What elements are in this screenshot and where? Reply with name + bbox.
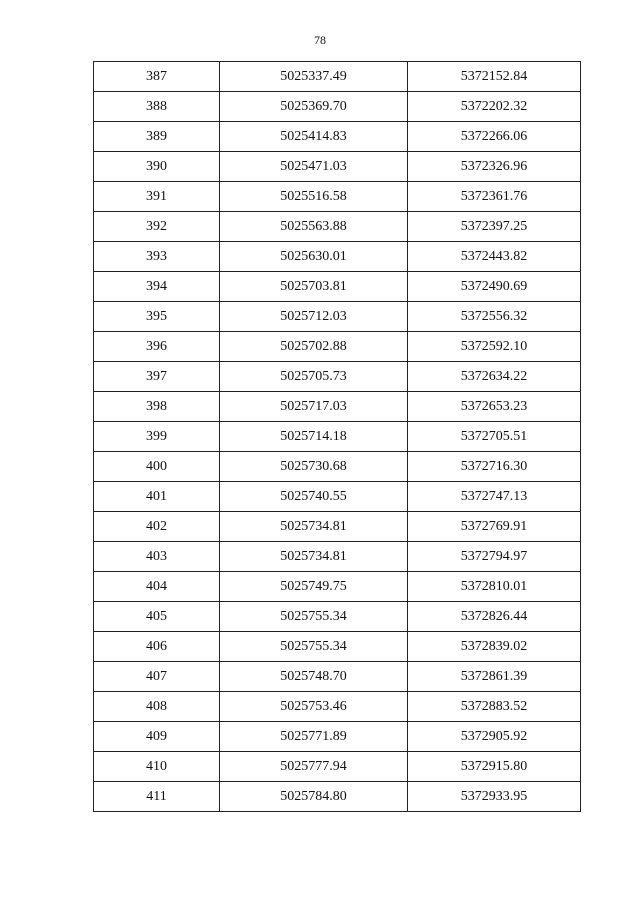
x-coordinate-cell: 5025734.81 <box>220 512 408 542</box>
x-coordinate-cell: 5025414.83 <box>220 122 408 152</box>
y-coordinate-cell: 5372592.10 <box>408 332 581 362</box>
y-coordinate-cell: 5372769.91 <box>408 512 581 542</box>
x-coordinate-cell: 5025784.80 <box>220 782 408 812</box>
x-coordinate-cell: 5025749.75 <box>220 572 408 602</box>
point-number-cell: 406 <box>94 632 220 662</box>
point-number-cell: 389 <box>94 122 220 152</box>
x-coordinate-cell: 5025714.18 <box>220 422 408 452</box>
y-coordinate-cell: 5372933.95 <box>408 782 581 812</box>
point-number-cell: 409 <box>94 722 220 752</box>
y-coordinate-cell: 5372266.06 <box>408 122 581 152</box>
table-row <box>94 92 581 122</box>
y-coordinate-cell: 5372810.01 <box>408 572 581 602</box>
y-coordinate-cell: 5372716.30 <box>408 452 581 482</box>
y-coordinate-cell: 5372202.32 <box>408 92 581 122</box>
x-coordinate-cell: 5025717.03 <box>220 392 408 422</box>
x-coordinate-cell: 5025740.55 <box>220 482 408 512</box>
x-coordinate-cell: 5025702.88 <box>220 332 408 362</box>
table-row <box>94 422 581 452</box>
point-number-cell: 396 <box>94 332 220 362</box>
y-coordinate-cell: 5372883.52 <box>408 692 581 722</box>
point-number-cell: 399 <box>94 422 220 452</box>
table-row <box>94 302 581 332</box>
point-number-cell: 403 <box>94 542 220 572</box>
point-number-cell: 393 <box>94 242 220 272</box>
x-coordinate-cell: 5025753.46 <box>220 692 408 722</box>
y-coordinate-cell: 5372326.96 <box>408 152 581 182</box>
x-coordinate-cell: 5025630.01 <box>220 242 408 272</box>
table-row <box>94 392 581 422</box>
y-coordinate-cell: 5372794.97 <box>408 542 581 572</box>
y-coordinate-cell: 5372905.92 <box>408 722 581 752</box>
x-coordinate-cell: 5025337.49 <box>220 62 408 92</box>
point-number-cell: 405 <box>94 602 220 632</box>
point-number-cell: 391 <box>94 182 220 212</box>
table-row <box>94 752 581 782</box>
table-row <box>94 572 581 602</box>
x-coordinate-cell: 5025748.70 <box>220 662 408 692</box>
table-row <box>94 122 581 152</box>
table-row <box>94 152 581 182</box>
x-coordinate-cell: 5025771.89 <box>220 722 408 752</box>
y-coordinate-cell: 5372826.44 <box>408 602 581 632</box>
point-number-cell: 404 <box>94 572 220 602</box>
table-row <box>94 482 581 512</box>
point-number-cell: 387 <box>94 62 220 92</box>
x-coordinate-cell: 5025516.58 <box>220 182 408 212</box>
table-row <box>94 452 581 482</box>
table-row <box>94 782 581 812</box>
x-coordinate-cell: 5025730.68 <box>220 452 408 482</box>
point-number-cell: 390 <box>94 152 220 182</box>
point-number-cell: 407 <box>94 662 220 692</box>
x-coordinate-cell: 5025712.03 <box>220 302 408 332</box>
table-row <box>94 62 581 92</box>
point-number-cell: 402 <box>94 512 220 542</box>
y-coordinate-cell: 5372839.02 <box>408 632 581 662</box>
x-coordinate-cell: 5025563.88 <box>220 212 408 242</box>
table-row <box>94 332 581 362</box>
x-coordinate-cell: 5025755.34 <box>220 602 408 632</box>
y-coordinate-cell: 5372705.51 <box>408 422 581 452</box>
table-row <box>94 272 581 302</box>
table-row <box>94 542 581 572</box>
point-number-cell: 408 <box>94 692 220 722</box>
table-row <box>94 662 581 692</box>
table-row <box>94 362 581 392</box>
table-row <box>94 602 581 632</box>
y-coordinate-cell: 5372397.25 <box>408 212 581 242</box>
table-row <box>94 512 581 542</box>
y-coordinate-cell: 5372747.13 <box>408 482 581 512</box>
y-coordinate-cell: 5372152.84 <box>408 62 581 92</box>
x-coordinate-cell: 5025703.81 <box>220 272 408 302</box>
point-number-cell: 398 <box>94 392 220 422</box>
coordinates-table-body <box>94 62 581 812</box>
x-coordinate-cell: 5025777.94 <box>220 752 408 782</box>
table-row <box>94 722 581 752</box>
x-coordinate-cell: 5025734.81 <box>220 542 408 572</box>
page-number: 78 <box>314 33 326 47</box>
point-number-cell: 392 <box>94 212 220 242</box>
point-number-cell: 411 <box>94 782 220 812</box>
y-coordinate-cell: 5372861.39 <box>408 662 581 692</box>
point-number-cell: 410 <box>94 752 220 782</box>
y-coordinate-cell: 5372653.23 <box>408 392 581 422</box>
table-row <box>94 182 581 212</box>
y-coordinate-cell: 5372634.22 <box>408 362 581 392</box>
x-coordinate-cell: 5025755.34 <box>220 632 408 662</box>
x-coordinate-cell: 5025705.73 <box>220 362 408 392</box>
y-coordinate-cell: 5372490.69 <box>408 272 581 302</box>
point-number-cell: 394 <box>94 272 220 302</box>
y-coordinate-cell: 5372556.32 <box>408 302 581 332</box>
table-row <box>94 692 581 722</box>
y-coordinate-cell: 5372915.80 <box>408 752 581 782</box>
point-number-cell: 400 <box>94 452 220 482</box>
point-number-cell: 388 <box>94 92 220 122</box>
table-row <box>94 632 581 662</box>
table-row <box>94 212 581 242</box>
table-row <box>94 242 581 272</box>
x-coordinate-cell: 5025369.70 <box>220 92 408 122</box>
x-coordinate-cell: 5025471.03 <box>220 152 408 182</box>
y-coordinate-cell: 5372443.82 <box>408 242 581 272</box>
point-number-cell: 397 <box>94 362 220 392</box>
coordinates-table <box>93 61 581 812</box>
point-number-cell: 401 <box>94 482 220 512</box>
y-coordinate-cell: 5372361.76 <box>408 182 581 212</box>
point-number-cell: 395 <box>94 302 220 332</box>
